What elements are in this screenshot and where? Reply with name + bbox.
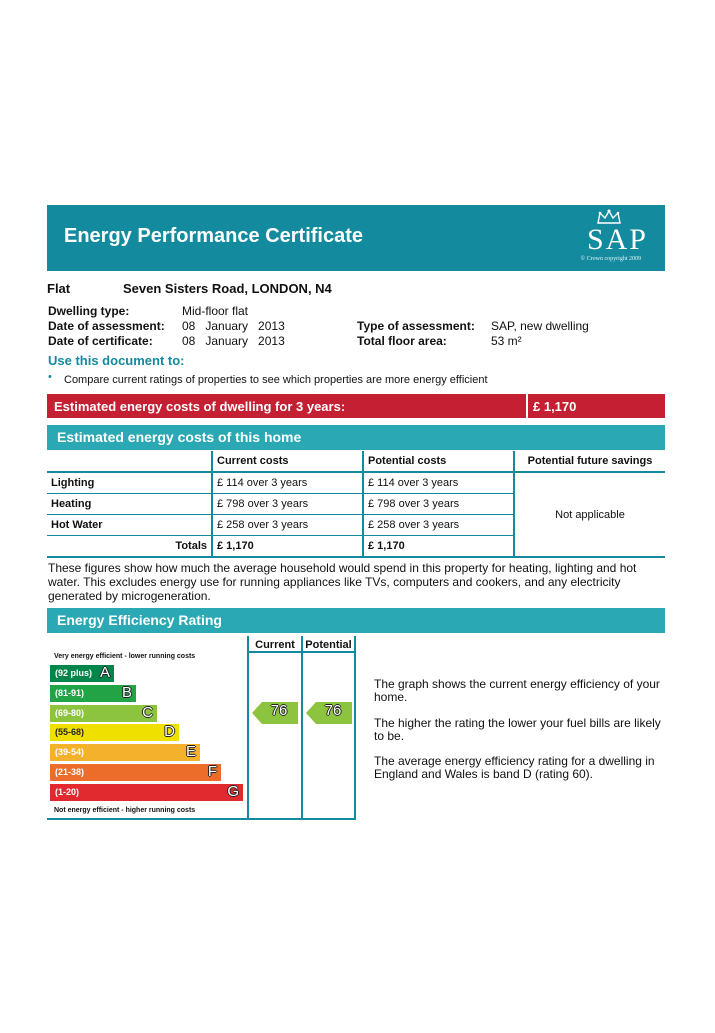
band-range: (92 plus) <box>55 668 93 678</box>
band-letter: G <box>227 782 239 800</box>
estimated-3yr-label: Estimated energy costs of dwelling for 3 years: <box>54 399 346 414</box>
bullet-icon: • <box>48 371 52 383</box>
row-current: £ 798 over 3 years <box>212 494 363 515</box>
table-header-blank <box>47 451 212 472</box>
rating-text-3: The average energy efficiency rating for a dwelling in England and Wales is band D (rating 60). <box>374 754 655 781</box>
property-address: Seven Sisters Road, LONDON, N4 <box>123 281 332 296</box>
band-letter: B <box>121 683 132 701</box>
column-current: Current costs <box>212 451 363 472</box>
rating-heading: Energy Efficiency Rating <box>57 612 222 628</box>
assessment-type-value: SAP, new dwelling <box>491 319 589 333</box>
chart-divider <box>247 651 356 653</box>
costs-note: These figures show how much the average household would spend in this property for heating, lighting and hot water. This excludes energy use for running appliances like TVs, computers and cookers, and any electricity generated by microgeneration. <box>48 561 637 603</box>
sap-copyright: © Crown copyright 2009 <box>580 256 641 262</box>
estimated-3yr-bar <box>47 394 665 418</box>
band-range: (81-91) <box>55 687 85 698</box>
use-heading: Use this document to: <box>48 353 185 368</box>
top-note: Very energy efficient - lower running costs <box>54 653 196 660</box>
costs-table <box>47 451 665 558</box>
rating-band-c <box>50 705 157 722</box>
bottom-note: Not energy efficient - higher running costs <box>54 807 196 814</box>
table-header-row <box>47 451 665 472</box>
band-range: (21-38) <box>55 767 85 777</box>
column-savings: Potential future savings <box>514 451 665 472</box>
dwelling-type-value: Mid-floor flat <box>182 304 249 318</box>
rating-band-d <box>50 724 179 741</box>
row-current: £ 258 over 3 years <box>212 515 363 536</box>
savings-value: Not applicable <box>514 472 665 557</box>
totals-label: Totals <box>47 536 212 558</box>
dwelling-type-label: Dwelling type: <box>48 304 130 318</box>
epc-header <box>47 205 665 271</box>
row-potential: £ 258 over 3 years <box>363 515 514 536</box>
page-title: Energy Performance Certificate <box>64 225 364 247</box>
certificate-date-label: Date of certificate: <box>48 334 153 348</box>
chart-divider <box>354 636 356 820</box>
band-range: (39-54) <box>55 747 85 758</box>
band-letter: D <box>164 723 175 741</box>
chart-divider <box>247 636 249 820</box>
totals-potential: £ 1,170 <box>363 536 514 558</box>
rating-text-1: The graph shows the current energy efficiency of your home. <box>374 677 660 704</box>
row-current: £ 114 over 3 years <box>212 472 363 494</box>
floor-area-value: 53 m² <box>491 334 522 348</box>
row-name: Heating <box>47 494 212 515</box>
rating-band-b <box>50 685 136 702</box>
use-bullet-text: Compare current ratings of properties to see which properties are more energy efficient <box>64 374 488 386</box>
certificate-date-value: 08 January 2013 <box>182 334 285 348</box>
row-name: Hot Water <box>47 515 212 536</box>
rating-band-a <box>50 665 114 682</box>
sap-logo: SAP <box>586 223 648 256</box>
rating-heading-bar <box>47 608 665 633</box>
col-current-label: Current <box>255 639 295 651</box>
band-range: (69-80) <box>55 707 85 718</box>
assessment-type-label: Type of assessment: <box>357 319 475 333</box>
band-letter: E <box>185 743 196 761</box>
potential-rating: 76 <box>324 702 342 719</box>
assessment-date-label: Date of assessment: <box>48 319 165 333</box>
totals-current: £ 1,170 <box>212 536 363 558</box>
rating-band-f <box>50 764 221 781</box>
floor-area-label: Total floor area: <box>357 334 447 348</box>
col-potential-label: Potential <box>305 639 352 651</box>
row-name: Lighting <box>47 472 212 494</box>
table-row <box>47 472 665 494</box>
assessment-date-value: 08 January 2013 <box>182 319 285 333</box>
row-potential: £ 798 over 3 years <box>363 494 514 515</box>
band-letter: A <box>99 664 110 681</box>
chart-divider <box>301 636 303 820</box>
divider <box>526 394 528 418</box>
estimated-3yr-value: £ 1,170 <box>533 399 577 414</box>
rating-band-e <box>50 744 200 761</box>
band-range: (55-68) <box>55 727 85 738</box>
column-potential: Potential costs <box>363 451 514 472</box>
property-type: Flat <box>47 281 71 296</box>
band-range: (1-20) <box>55 786 80 797</box>
chart-divider <box>47 818 356 820</box>
rating-band-g <box>50 784 243 801</box>
band-letter: C <box>142 703 153 721</box>
costs-heading-bar <box>47 425 665 450</box>
current-rating: 76 <box>270 702 288 719</box>
rating-text-2: The higher the rating the lower your fuel bills are likely to be. <box>374 716 661 743</box>
costs-heading: Estimated energy costs of this home <box>57 429 302 445</box>
row-potential: £ 114 over 3 years <box>363 472 514 494</box>
band-letter: F <box>207 763 217 780</box>
